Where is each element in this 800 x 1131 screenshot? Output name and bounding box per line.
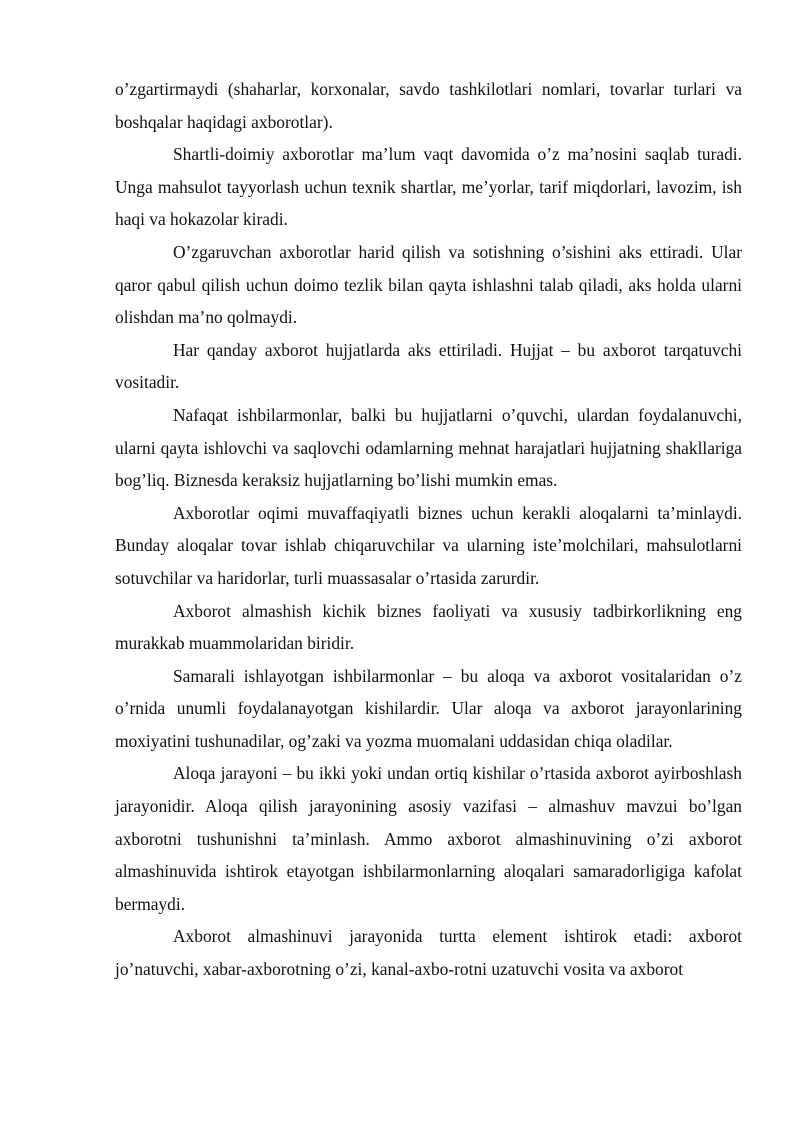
paragraph-document-forms: Nafaqat ishbilarmonlar, balki bu hujjatlarni o’quvchi, ulardan foydalanuvchi, ularni qayta ishlovchi va saqlovchi odamlarning mehnat harajatlari hujjatning shakllariga bog’liq. Biznesda keraksiz hujjatlarning bo’lishi mumkin emas.: [115, 404, 742, 491]
paragraph-information-exchange: Axborot almashish kichik biznes faoliyati va xususiy tadbirkorlikning eng murakkab muammolaridan biridir.: [115, 600, 742, 654]
document-body: [115, 73, 742, 986]
paragraph-conditional-constant-info: Shartli-doimiy axborotlar ma’lum vaqt davomida o’z ma’nosini saqlab turadi. Unga mahsulot tayyorlash uchun texnik shartlar, me’yorlar, tarif miqdorlari, lavozim, ish haqi va hokazolar kiradi.: [115, 144, 742, 230]
paragraph-communication-process: Aloqa jarayoni – bu ikki yoki undan ortiq kishilar o’rtasida axborot ayirboshlash jarayonidir. Aloqa qilish jarayonining asosiy vazifasi – almashuv mavzui bo’lgan axborotni tushunishni ta’minlash. Ammo axborot almashinuvining o’zi axborot almashinuvida ishtirok etayotgan ishbilarmonlarning aloqalari samaradorligiga kafolat bermaydi.: [115, 763, 742, 914]
paragraph-documents: Har qanday axborot hujjatlarda aks ettiriladi. Hujjat – bu axborot tarqatuvchi vositadir.: [115, 339, 742, 393]
paragraph-effective-businessmen: Samarali ishlayotgan ishbilarmonlar – bu aloqa va axborot vositalaridan o’z o’rnida unumli foydalanayotgan kishilardir. Ular aloqa va axborot jarayonlarining moxiyatini tushunadilar, og’zaki va yozma muomalani uddasidan chiqa oladilar.: [115, 665, 742, 751]
paragraph-continuation: o’zgartirmaydi (shaharlar, korxonalar, savdo tashkilotlari nomlari, tovarlar turlari va boshqalar haqidagi axborotlar).: [115, 79, 742, 132]
paragraph-exchange-elements: Axborot almashinuvi jarayonida turtta element ishtirok etadi: axborot jo’natuvchi, xabar-axborotning o’zi, kanal-axbo-rotni uzatuvchi vosita va axborot: [115, 926, 742, 980]
paragraph-variable-info: O’zgaruvchan axborotlar harid qilish va sotishning o’sishini aks ettiradi. Ular qaror qabul qilish uchun doimo tezlik bilan qayta ishlashni talab qiladi, aks holda ularni olishdan ma’no qolmaydi.: [115, 241, 742, 328]
paragraph-information-flow: Axborotlar oqimi muvaffaqiyatli biznes uchun kerakli aloqalarni ta’minlaydi. Bunday aloqalar tovar ishlab chiqaruvchilar va ularning iste’molchilari, mahsulotlarni sotuvchilar va haridorlar, turli muassasalar o’rtasida zarurdir.: [115, 502, 742, 588]
